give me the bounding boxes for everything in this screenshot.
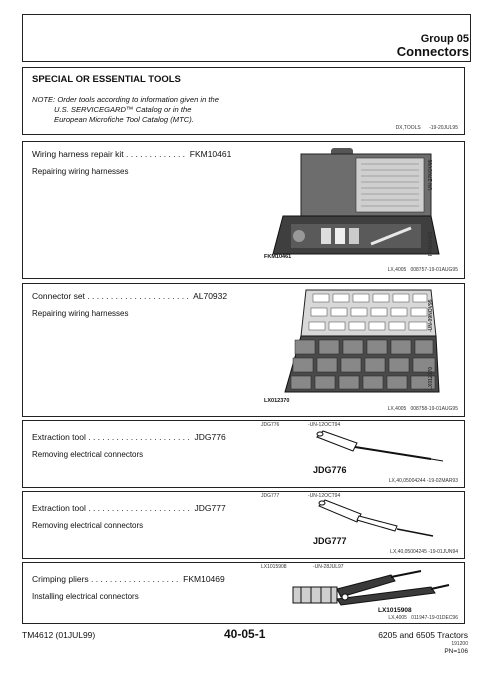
tool-name-line: Connector set . . . . . . . . . . . . . . . . . . . . . . AL70932 [32,291,228,301]
tool-name-line: Extraction tool . . . . . . . . . . . . . . . . . . . . . . JDG776 [32,432,226,442]
image-code: -UN-28JUL97 [313,564,344,570]
jdg777-image-label: JDG777 [313,536,347,546]
wiring-kit-image [261,146,441,264]
page-title: Connectors [396,44,469,59]
jdg777-image [313,498,453,538]
image-id: JDG776 [261,422,280,428]
tool-description: Installing electrical connectors [32,592,139,601]
crimping-pliers-image [271,569,461,613]
tool-ref: LX,4005 008757-19-01AUG95 [387,267,458,273]
header-left-rule [22,14,23,61]
image-id: JDG777 [261,493,280,499]
tool-description: Repairing wiring harnesses [32,309,129,318]
note-line-2: U.S. SERVICEGARD™ Catalog or in the [54,105,192,114]
jdg776-image-label: JDG776 [313,465,347,475]
tool-ref: LX,4005 008758-19-01AUG95 [387,406,458,412]
crimping-pliers-image-label: LX1015908 [378,607,412,614]
section-heading: SPECIAL OR ESSENTIAL TOOLS [32,74,181,85]
side-code: -UN-09NOV95 [428,299,434,332]
header-top-rule [22,14,471,15]
tool-name-line: Crimping pliers . . . . . . . . . . . . . . . . . . . FKM10469 [32,574,225,584]
tool-card-jdg777 [22,491,465,559]
tool-card-crimping-pliers [22,562,465,624]
tool-description: Removing electrical connectors [32,450,144,459]
tool-description: Removing electrical connectors [32,521,144,530]
image-id: LX1015908 [261,564,287,570]
side-id: LX012370 [428,366,434,390]
tool-card-wiring-kit [22,141,465,279]
tool-name-line: Wiring harness repair kit . . . . . . . . . . . . . FKM10461 [32,149,232,159]
header-right-rule [470,14,471,61]
jdg776-image [313,429,453,469]
side-id: FKM10461 [428,231,434,256]
wiring-kit-image-label: FKM10461 [264,254,292,260]
tool-ref: LX,40,05004245 -19-01JUN94 [390,549,458,555]
footer-pn: PN=106 [444,648,468,655]
note-line-1: NOTE: Order tools according to information given in the [32,95,219,104]
connector-set-image [261,288,441,402]
tool-card-jdg776 [22,420,465,488]
footer-manual-id: TM4612 (01JUL99) [22,630,96,640]
footer-code: 191200 [451,641,468,647]
tool-ref: LX,40,05004244 -19-02MAR93 [388,478,458,484]
tool-ref: LX,4005 011947-19-01DEC96 [388,615,458,621]
footer-page-number: 40-05-1 [224,627,266,641]
footer-product: 6205 and 6505 Tractors [378,630,468,640]
image-code: -UN-12OCT94 [308,493,341,499]
tool-name-line: Extraction tool . . . . . . . . . . . . . . . . . . . . . . JDG777 [32,503,226,513]
tool-description: Repairing wiring harnesses [32,167,129,176]
section-ref: DX,TOOLS -19-20JUL95 [395,125,458,131]
connector-set-image-label: LX012370 [264,398,290,404]
image-code: -UN-12OCT94 [308,422,341,428]
header-bottom-rule [22,61,471,62]
group-number: Group 05 [420,33,469,45]
note-line-3: European Microfiche Tool Catalog (MTC). [54,115,194,124]
tool-card-connector-set [22,283,465,417]
special-tools-box [22,67,465,135]
side-code: -UN-27NOV95 [428,159,434,192]
